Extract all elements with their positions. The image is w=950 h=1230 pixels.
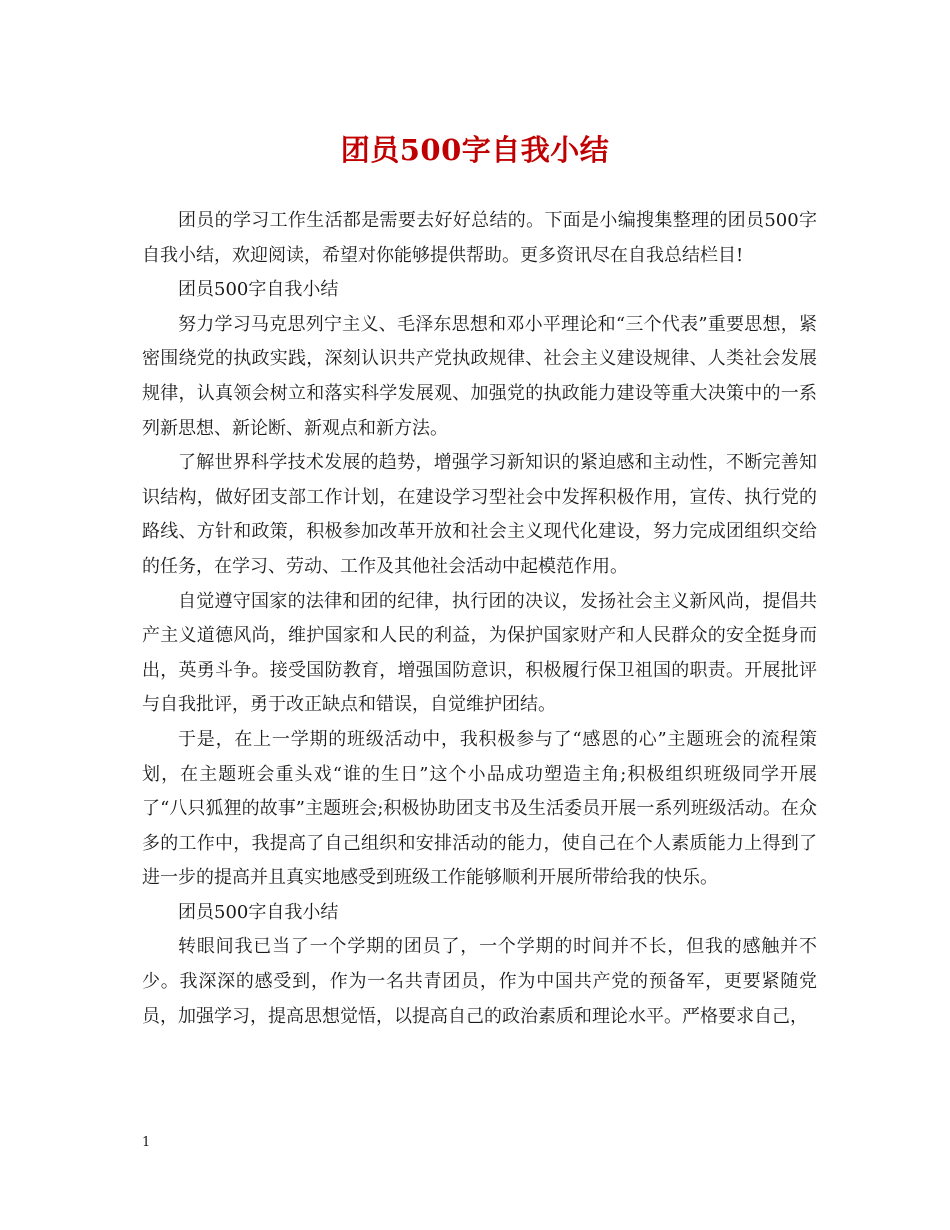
document-title: 团员500字自我小结 (340, 133, 610, 167)
body-paragraph: 于是，在上一学期的班级活动中，我积极参与了“感恩的心”主题班会的流程策划，在主题班会重头戏“谁的生日”这个小品成功塑造主角;积极组织班级同学开展了“八只狐狸的故事”主题班会;积极协助团支书及生活委员开展一系列班级活动。在众多的工作中，我提高了自己组织和安排活动的能力，使自己在个人素质能力上得到了进一步的提高并且真实地感受到班级工作能够顺利开展所带给我的快乐。 (142, 728, 817, 889)
page-number: 1 (142, 1135, 151, 1150)
body-paragraph: 努力学习马克思列宁主义、毛泽东思想和邓小平理论和“三个代表”重要思想，紧密围绕党的执政实践，深刻认识共产党执政规律、社会主义建设规律、人类社会发展规律，认真领会树立和落实科学发展观、加强党的执政能力建设等重大决策中的一系列新思想、新论断、新观点和新方法。 (142, 313, 817, 439)
intro-paragraph: 团员的学习工作生活都是需要去好好总结的。下面是小编搜集整理的团员500字自我小结，欢迎阅读，希望对你能够提供帮助。更多资讯尽在自我总结栏目! (142, 210, 817, 266)
body-paragraph: 了解世界科学技术发展的趋势，增强学习新知识的紧迫感和主动性，不断完善知识结构，做好团支部工作计划，在建设学习型社会中发挥积极作用，宣传、执行党的路线、方针和政策，积极参加改革开放和社会主义现代化建设，努力完成团组织交给的任务，在学习、劳动、工作及其他社会活动中起模范作用。 (142, 452, 817, 577)
body-paragraph: 转眼间我已当了一个学期的团员了，一个学期的时间并不长，但我的感触并不少。我深深的感受到，作为一名共青团员，作为中国共产党的预备军，更要紧随党员，加强学习，提高思想觉悟，以提高自己的政治素质和理论水平。严格要求自己， (142, 936, 817, 1027)
section-heading: 团员500字自我小结 (178, 279, 339, 301)
document-body (142, 204, 817, 1034)
body-paragraph: 自觉遵守国家的法律和团的纪律，执行团的决议，发扬社会主义新风尚，提倡共产主义道德风尚，维护国家和人民的利益，为保护国家财产和人民群众的安全挺身而出，英勇斗争。接受国防教育，增强国防意识，积极履行保卫祖国的职责。开展批评与自我批评，勇于改正缺点和错误，自觉维护团结。 (142, 590, 817, 716)
section-heading: 团员500字自我小结 (178, 901, 339, 923)
